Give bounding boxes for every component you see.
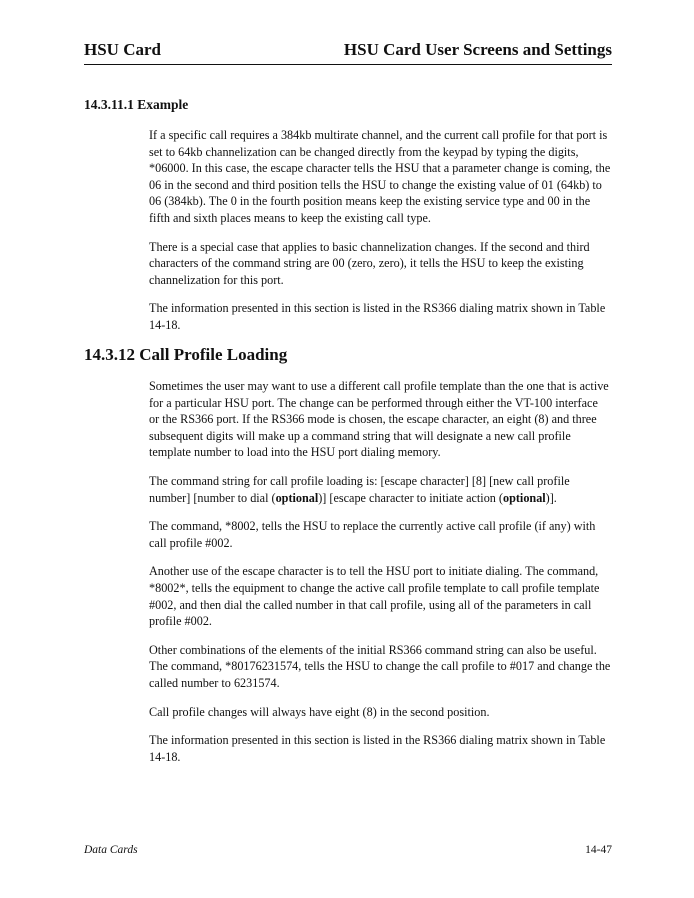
paragraph: Another use of the escape character is to tell the HSU port to initiate dialing. The command, *8002*, tells the equipment to change the active call profile template to call profile template #002, and then dial the called number in that call profile, using all of the parameters in call profile #002. bbox=[149, 564, 600, 629]
header-chapter-title: HSU Card bbox=[84, 40, 161, 59]
paragraph: The command, *8002, tells the HSU to replace the currently active call profile (if any) with call profile #002. bbox=[149, 519, 596, 550]
bold-text: optional bbox=[275, 490, 319, 505]
paragraph: The information presented in this section is listed in the RS366 dialing matrix shown in Table 14-18. bbox=[149, 733, 606, 764]
paragraph: Sometimes the user may want to use a different call profile template than the one that is active for a particular HSU port. The change can be performed through either the VT-100 interface or the RS366 port. If the RS366 mode is chosen, the escape character, an eight (8) and three subsequent digits will make up a command string that will designate a new call profile template number to load into the HSU port dialing memory. bbox=[149, 379, 609, 460]
paragraph-command-string bbox=[149, 473, 611, 506]
header-section-title: HSU Card User Screens and Settings bbox=[343, 40, 612, 59]
text-run: )]. bbox=[545, 490, 557, 505]
page-header bbox=[84, 40, 612, 65]
bold-text: optional bbox=[503, 490, 546, 505]
section-call-profile-body bbox=[149, 378, 611, 777]
page-number: 14-47 bbox=[585, 844, 612, 856]
text-run: The command string for call profile loading is: [escape character] [8] [new call profile number] [number to dial ( bbox=[149, 473, 570, 505]
paragraph: If a specific call requires a 384kb multirate channel, and the current call profile for that port is set to 64kb channelization can be changed directly from the keypad by typing the digits, *06000. In this case, the escape character tells the HSU that a parameter change is coming, the 06 in the second and third position tells the HSU to change the existing value of 01 (64kb) to 06 (384kb). The 0 in the fourth position means keep the existing service type and 00 in the fifth and sixth places means to keep the existing call type. bbox=[149, 128, 611, 225]
text-run: )] [escape character to initiate action ( bbox=[318, 490, 503, 505]
section-example-body bbox=[149, 127, 611, 346]
paragraph: Other combinations of the elements of the initial RS366 command string can also be useful. The command, *80176231574, tells the HSU to change the call profile to #017 and change the called number to 6231574. bbox=[149, 642, 611, 690]
paragraph: Call profile changes will always have eight (8) in the second position. bbox=[149, 704, 490, 719]
section-heading-example: 14.3.11.1 Example bbox=[84, 97, 189, 112]
footer-book-title: Data Cards bbox=[84, 844, 138, 856]
paragraph: There is a special case that applies to basic channelization changes. If the second and third characters of the command string are 00 (zero, zero), it tells the HSU to keep the existing channelization for this port. bbox=[149, 239, 590, 287]
page-footer bbox=[84, 842, 612, 858]
section-heading-call-profile-loading: 14.3.12 Call Profile Loading bbox=[84, 345, 288, 364]
paragraph: The information presented in this section is listed in the RS366 dialing matrix shown in Table 14-18. bbox=[149, 301, 606, 332]
